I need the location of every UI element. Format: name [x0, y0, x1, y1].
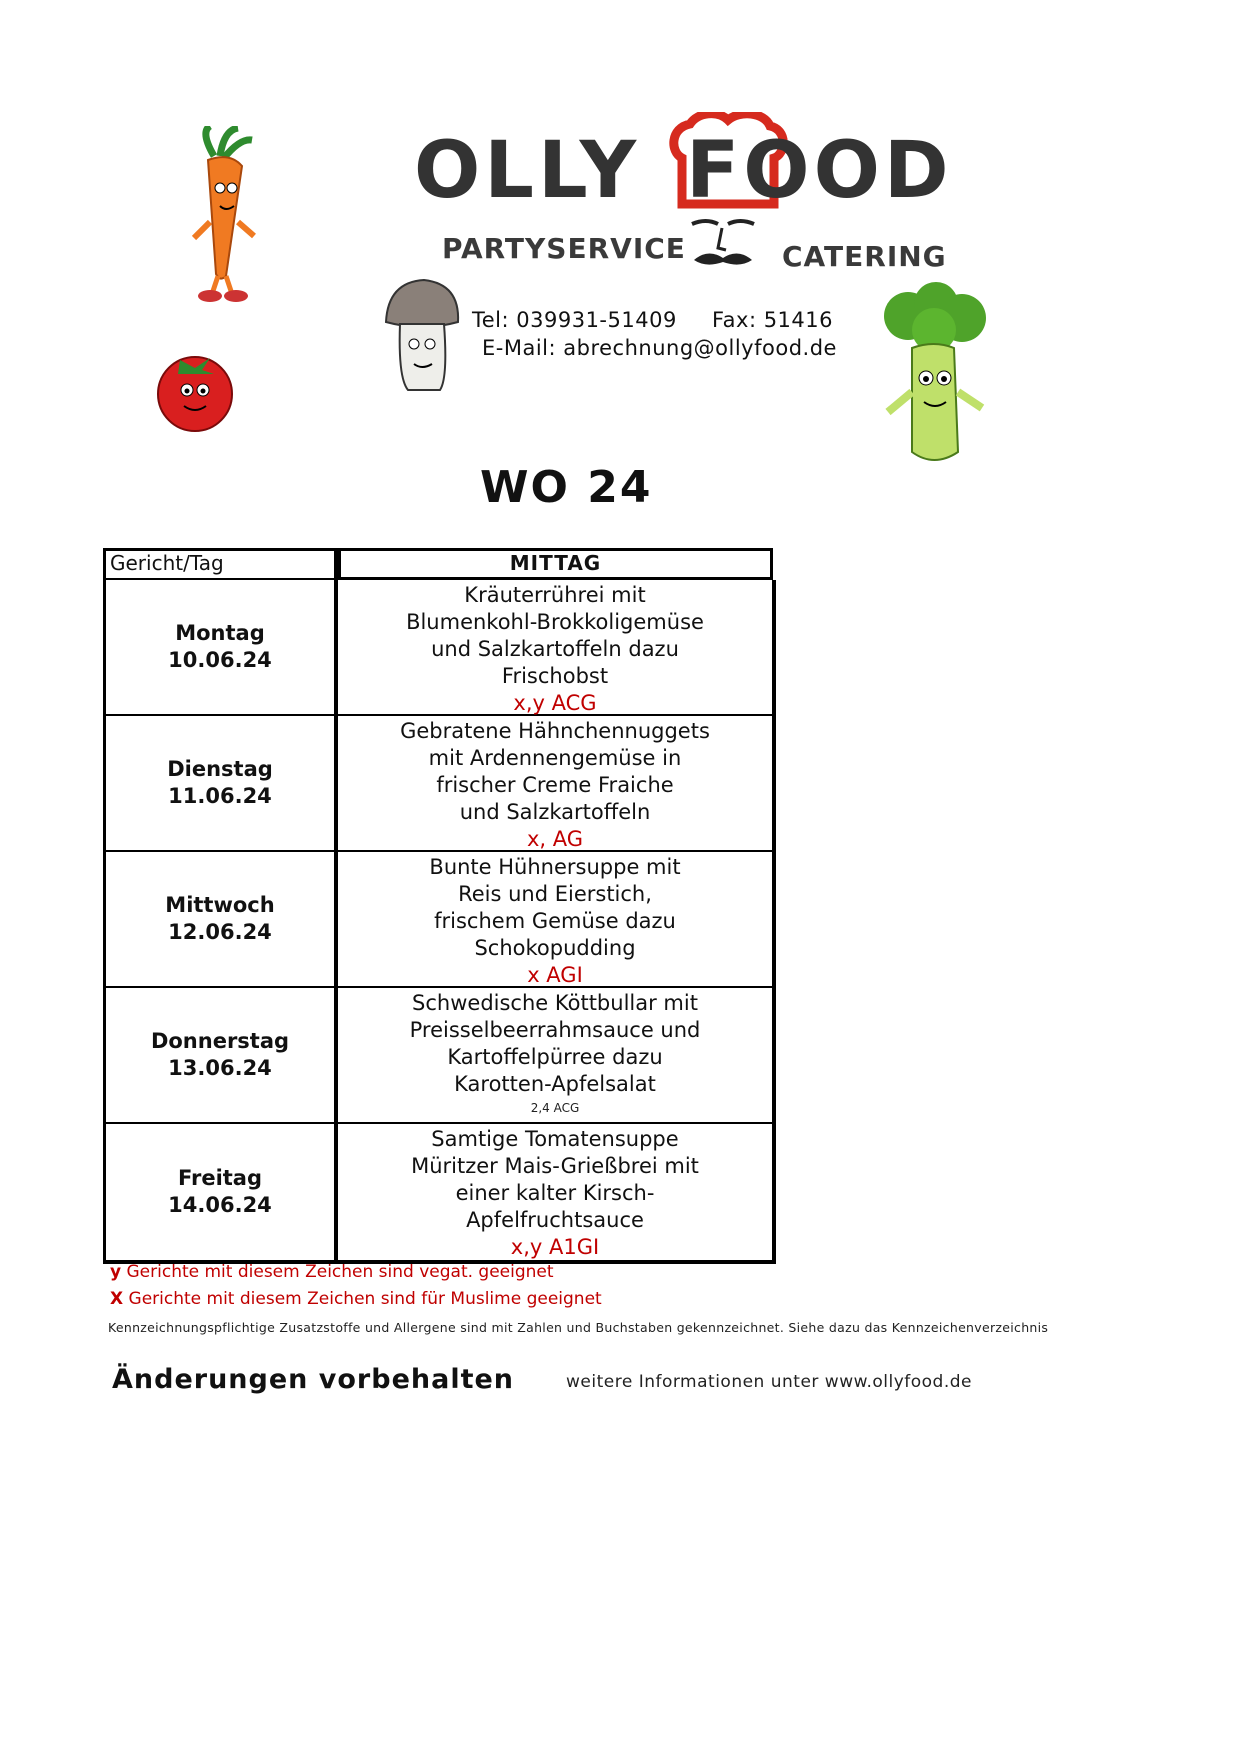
- dish-line: Preisselbeerrahmsauce und: [409, 1018, 701, 1042]
- more-info-link[interactable]: weitere Informationen unter www.ollyfood.de: [566, 1372, 972, 1392]
- dish-cell-friday: [338, 1124, 776, 1264]
- dish-line: Schokopudding: [474, 936, 636, 960]
- day-date: 14.06.24: [168, 1193, 272, 1217]
- carrot-mascot-icon: [180, 126, 270, 306]
- dish-line: frischer Creme Fraiche: [436, 773, 674, 797]
- contact-fax: Fax: 51416: [712, 308, 834, 332]
- dish-cell-monday: [338, 580, 776, 716]
- legend-text-x: Gerichte mit diesem Zeichen sind für Muslime geeignet: [128, 1289, 602, 1309]
- contact-email: E-Mail: abrechnung@ollyfood.de: [482, 336, 837, 360]
- day-cell-wednesday: [103, 852, 338, 988]
- day-cell-monday: [103, 580, 338, 716]
- legend-muslim: [110, 1289, 602, 1309]
- dish-line: und Salzkartoffeln: [459, 800, 651, 824]
- dish-line: Kräuterrührei mit: [464, 583, 646, 607]
- dish-cell-thursday: [338, 988, 776, 1124]
- dish-line: Frischobst: [501, 664, 609, 688]
- dish-line: mit Ardennengemüse in: [428, 746, 682, 770]
- tagline-partyservice: PARTYSERVICE: [442, 232, 686, 265]
- allergen-code: x, AG: [526, 827, 584, 851]
- legend-mark-x: X: [110, 1289, 124, 1309]
- day-cell-tuesday: [103, 716, 338, 852]
- day-name: Donnerstag: [150, 1029, 290, 1053]
- broccoli-mascot-icon: [878, 282, 990, 472]
- mushroom-mascot-icon: [382, 278, 462, 394]
- allergen-code: 2,4 ACG: [530, 1101, 580, 1115]
- legend-text-y: Gerichte mit diesem Zeichen sind vegat. geeignet: [126, 1262, 554, 1282]
- chef-face-icon: [688, 218, 758, 280]
- header-day-column: Gericht/Tag: [103, 548, 337, 580]
- day-name: Mittwoch: [165, 893, 275, 917]
- day-name: Montag: [175, 621, 265, 645]
- allergen-code: x,y A1GI: [510, 1235, 600, 1259]
- header-meal-column: MITTAG: [337, 548, 773, 580]
- day-name: Freitag: [177, 1166, 263, 1190]
- dish-line: Schwedische Köttbullar mit: [412, 991, 698, 1015]
- dish-line: Kartoffelpürree dazu: [447, 1045, 663, 1069]
- dish-line: und Salzkartoffeln dazu: [431, 637, 679, 661]
- day-date: 11.06.24: [168, 784, 272, 808]
- legend-vegetarian: [110, 1262, 554, 1282]
- allergen-code: x,y ACG: [513, 691, 597, 715]
- dish-line: Müritzer Mais-Grießbrei mit: [411, 1154, 699, 1178]
- dish-cell-wednesday: [338, 852, 776, 988]
- day-date: 13.06.24: [168, 1056, 272, 1080]
- legend-mark-y: y: [110, 1262, 122, 1282]
- dish-line: Samtige Tomatensuppe: [431, 1127, 679, 1151]
- dish-line: einer kalter Kirsch-: [455, 1181, 655, 1205]
- allergen-code: x AGI: [527, 963, 583, 987]
- dish-line: Apfelfruchtsauce: [466, 1208, 644, 1232]
- dish-line: Gebratene Hähnchennuggets: [400, 719, 710, 743]
- dish-line: Blumenkohl-Brokkoligemüse: [406, 610, 704, 634]
- contact-phone: Tel: 039931-51409: [472, 308, 677, 332]
- tomato-mascot-icon: [150, 346, 240, 436]
- logo-text-food: FOOD: [686, 126, 953, 216]
- day-date: 10.06.24: [168, 648, 272, 672]
- dish-line: Reis und Eierstich,: [458, 882, 652, 906]
- day-date: 12.06.24: [168, 920, 272, 944]
- dish-cell-tuesday: [338, 716, 776, 852]
- day-name: Dienstag: [167, 757, 273, 781]
- dish-line: frischem Gemüse dazu: [434, 909, 676, 933]
- week-title: WO 24: [480, 462, 653, 513]
- allergen-footnote: Kennzeichnungspflichtige Zusatzstoffe und Allergene sind mit Zahlen und Buchstaben gekennzeichnet. Siehe dazu das Kennzeichenverzeichnis: [108, 1320, 1049, 1335]
- day-cell-thursday: [103, 988, 338, 1124]
- day-cell-friday: [103, 1124, 338, 1264]
- logo-text-olly: OLLY: [414, 126, 641, 216]
- tagline-catering: CATERING: [782, 240, 947, 273]
- changes-notice: Änderungen vorbehalten: [112, 1364, 515, 1395]
- dish-line: Bunte Hühnersuppe mit: [429, 855, 681, 879]
- dish-line: Karotten-Apfelsalat: [454, 1072, 656, 1096]
